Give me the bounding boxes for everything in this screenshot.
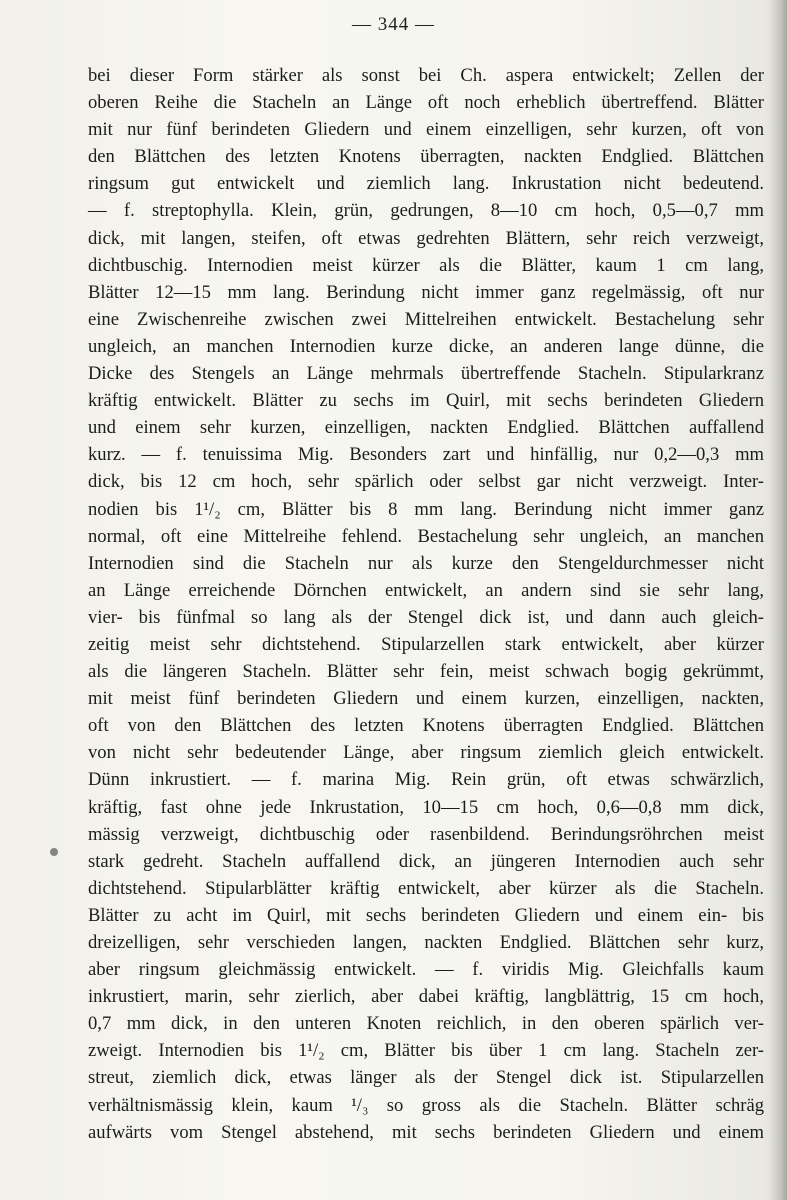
text-line: ungleich, an manchen Internodien kurze dicke, an anderen lange dünne, die — [88, 335, 764, 357]
text-line: Dicke des Stengels an Länge mehrmals übertreffende Stacheln. Stipularkranz — [88, 363, 764, 385]
text-line: aber ringsum gleichmässig entwickelt. — f. viridis Mig. Gleichfalls kaum — [88, 959, 764, 981]
text-line: an Länge erreichende Dörnchen entwickelt, an andern sind sie sehr lang, — [88, 579, 764, 601]
text-line: den Blättchen des letzten Knotens überragten, nackten Endglied. Blättchen — [88, 146, 764, 168]
text-line: oberen Reihe die Stacheln an Länge oft noch erheblich übertreffend. Blätter — [88, 92, 764, 114]
text-line: streut, ziemlich dick, etwas länger als der Stengel dick ist. Stipularzellen — [88, 1067, 764, 1089]
text-line: Internodien sind die Stacheln nur als kurze den Stengeldurchmesser nicht — [88, 552, 764, 574]
text-line: als die längeren Stacheln. Blätter sehr fein, meist schwach bogig gekrümmt, — [88, 661, 764, 683]
text-line: oft von den Blättchen des letzten Knotens überragten Endglied. Blättchen — [88, 715, 764, 737]
text-line: mässig verzweigt, dichtbuschig oder rasenbildend. Berindungsröhrchen meist — [88, 823, 764, 845]
text-line: mit meist fünf berindeten Gliedern und einem kurzen, einzelligen, nackten, — [88, 688, 764, 710]
ink-speck — [50, 848, 58, 856]
text-line: dichtbuschig. Internodien meist kürzer als die Blätter, kaum 1 cm lang, — [88, 254, 764, 276]
page-number: — 344 — — [352, 14, 435, 35]
text-line: eine Zwischenreihe zwischen zwei Mittelreihen entwickelt. Bestachelung sehr — [88, 308, 764, 330]
text-line: dichtstehend. Stipularblätter kräftig entwickelt, aber kürzer als die Stacheln. — [88, 877, 764, 899]
text-line: zeitig meist sehr dichtstehend. Stipularzellen stark entwickelt, aber kürzer — [88, 633, 764, 655]
text-line: verhältnismässig klein, kaum ¹/₃ so gross als die Stacheln. Blätter schräg — [88, 1094, 764, 1116]
text-line: bei dieser Form stärker als sonst bei Ch. aspera entwickelt; Zellen der — [88, 65, 764, 86]
text-line: nodien bis 1¹/₂ cm, Blätter bis 8 mm lang. Berindung nicht immer ganz — [88, 498, 764, 520]
text-line: kräftig, fast ohne jede Inkrustation, 10—15 cm hoch, 0,6—0,8 mm dick, — [88, 796, 764, 818]
text-line: normal, oft eine Mittelreihe fehlend. Bestachelung sehr ungleich, an manchen — [88, 525, 764, 547]
text-line: ringsum gut entwickelt und ziemlich lang. Inkrustation nicht bedeutend. — [88, 173, 764, 195]
text-line: Dünn inkrustiert. — f. marina Mig. Rein grün, oft etwas schwärzlich, — [88, 769, 764, 791]
text-line: kräftig entwickelt. Blätter zu sechs im Quirl, mit sechs berindeten Gliedern — [88, 390, 764, 412]
text-line: dick, bis 12 cm hoch, sehr spärlich oder selbst gar nicht verzweigt. Inter- — [88, 471, 764, 493]
text-line: zweigt. Internodien bis 1¹/₂ cm, Blätter bis über 1 cm lang. Stacheln zer- — [88, 1040, 764, 1062]
text-line: Blätter zu acht im Quirl, mit sechs berindeten Gliedern und einem ein- bis — [88, 904, 764, 926]
body-text — [88, 62, 764, 1146]
text-line: und einem sehr kurzen, einzelligen, nackten Endglied. Blättchen auffallend — [88, 417, 764, 439]
text-line: stark gedreht. Stacheln auffallend dick, an jüngeren Internodien auch sehr — [88, 850, 764, 872]
text-line: 0,7 mm dick, in den unteren Knoten reichlich, in den oberen spärlich ver- — [88, 1013, 764, 1035]
text-line: von nicht sehr bedeutender Länge, aber ringsum ziemlich gleich entwickelt. — [88, 742, 764, 764]
text-line: mit nur fünf berindeten Gliedern und einem einzelligen, sehr kurzen, oft von — [88, 119, 764, 141]
text-line: inkrustiert, marin, sehr zierlich, aber dabei kräftig, langblättrig, 15 cm hoch, — [88, 986, 764, 1008]
text-line: — f. streptophylla. Klein, grün, gedrungen, 8—10 cm hoch, 0,5—0,7 mm — [88, 200, 764, 222]
page-edge-shadow — [769, 0, 787, 1200]
text-line: vier- bis fünfmal so lang als der Stengel dick ist, und dann auch gleich- — [88, 606, 764, 628]
text-line: Blätter 12—15 mm lang. Berindung nicht immer ganz regelmässig, oft nur — [88, 281, 764, 303]
text-line: dreizelligen, sehr verschieden langen, nackten Endglied. Blättchen sehr kurz, — [88, 932, 764, 953]
text-line: dick, mit langen, steifen, oft etwas gedrehten Blättern, sehr reich verzweigt, — [88, 227, 764, 249]
text-line: aufwärts vom Stengel abstehend, mit sechs berindeten Gliedern und einem — [88, 1121, 764, 1143]
text-line: kurz. — f. tenuissima Mig. Besonders zart und hinfällig, nur 0,2—0,3 mm — [88, 444, 764, 466]
